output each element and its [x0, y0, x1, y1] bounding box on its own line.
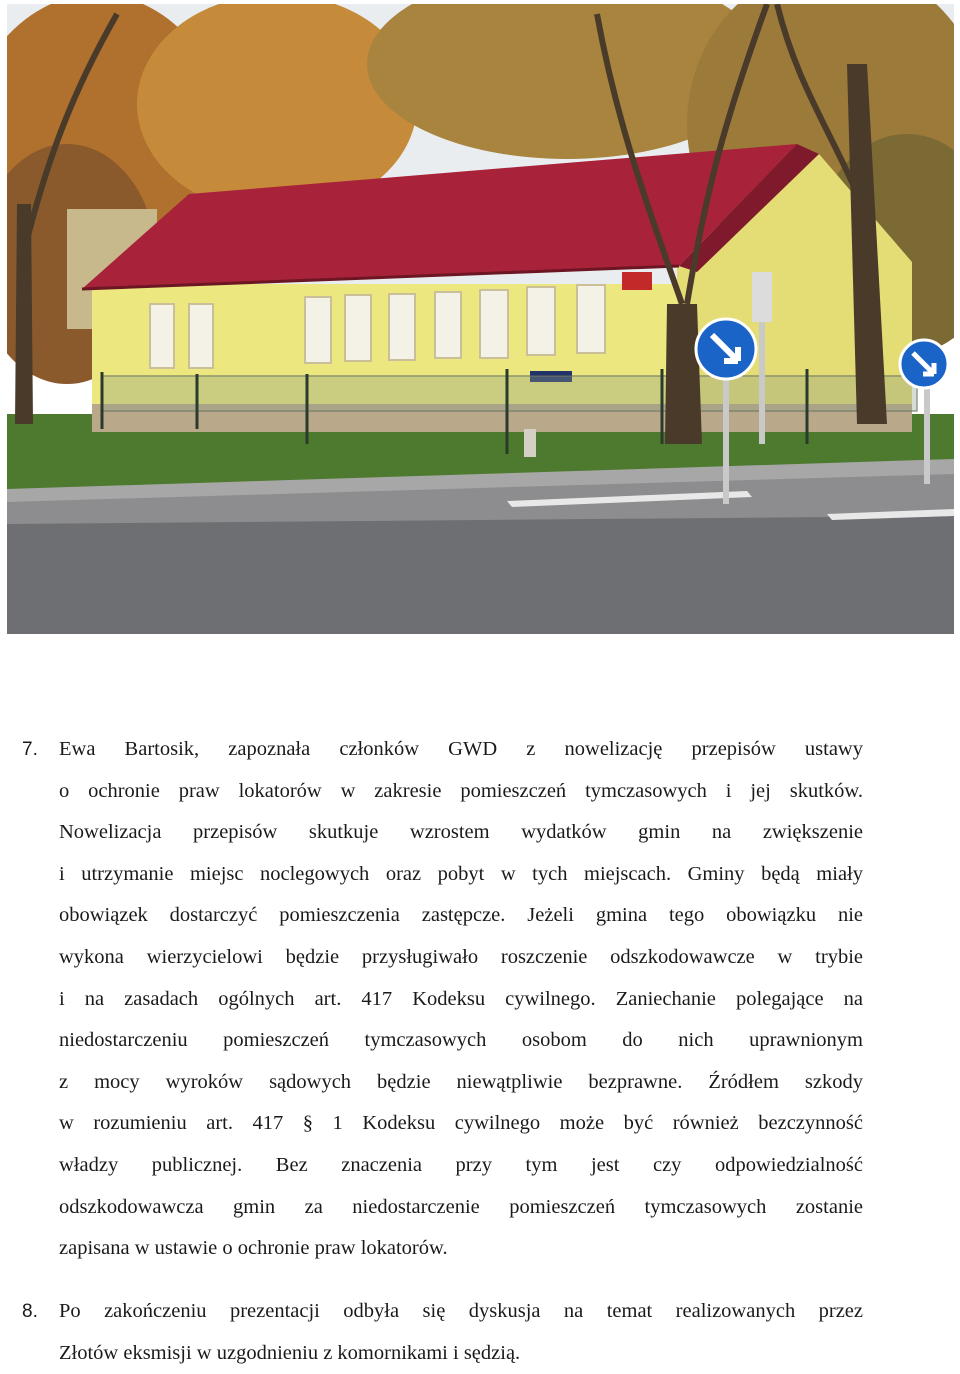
- item-number: 8.: [22, 1301, 38, 1322]
- text-line: i na zasadach ogólnych art. 417 Kodeksu cywilnego. Zaniechanie polegające na: [59, 987, 863, 1010]
- text-line: obowiązek dostarczyć pomieszczenia zastępcze. Jeżeli gmina tego obowiązku nie: [59, 904, 863, 927]
- text-line: Po zakończeniu prezentacji odbyła się dyskusja na temat realizowanych przez: [59, 1300, 863, 1322]
- text-line: wykona wierzycielowi będzie przysługiwało roszczenie odszkodowawcze w trybie: [59, 945, 863, 968]
- text-line: w rozumieniu art. 417 § 1 Kodeksu cywilnego może być również bezczynność: [59, 1112, 863, 1135]
- text-line: Nowelizacja przepisów skutkuje wzrostem wydatków gmin na zwiększenie: [59, 821, 863, 844]
- text-line: Ewa Bartosik, zapoznała członków GWD z nowelizację przepisów ustawy: [59, 738, 863, 760]
- text-line: o ochronie praw lokatorów w zakresie pomieszczeń tymczasowych i jej skutków.: [59, 779, 863, 802]
- text-line: władzy publicznej. Bez znaczenia przy tym jest czy odpowiedzialność: [59, 1153, 863, 1176]
- building-photo: [7, 4, 954, 634]
- item-paragraph: [59, 729, 863, 1270]
- text-line: zapisana w ustawie o ochronie praw lokatorów.: [59, 1237, 448, 1260]
- text-line: Złotów eksmisji w uzgodnieniu z komornikami i sędzią.: [59, 1341, 521, 1364]
- text-line: odszkodowawcza gmin za niedostarczenie pomieszczeń tymczasowych zostanie: [59, 1195, 863, 1218]
- text-line: niedostarczeniu pomieszczeń tymczasowych osobom do nich uprawnionym: [59, 1029, 863, 1052]
- text-line: z mocy wyroków sądowych będzie niewątpliwie bezprawne. Źródłem szkody: [59, 1070, 863, 1093]
- item-paragraph: [59, 1291, 863, 1374]
- text-line: i utrzymanie miejsc noclegowych oraz pobyt w tych miejscach. Gminy będą miały: [59, 862, 863, 885]
- item-number: 7.: [22, 739, 38, 760]
